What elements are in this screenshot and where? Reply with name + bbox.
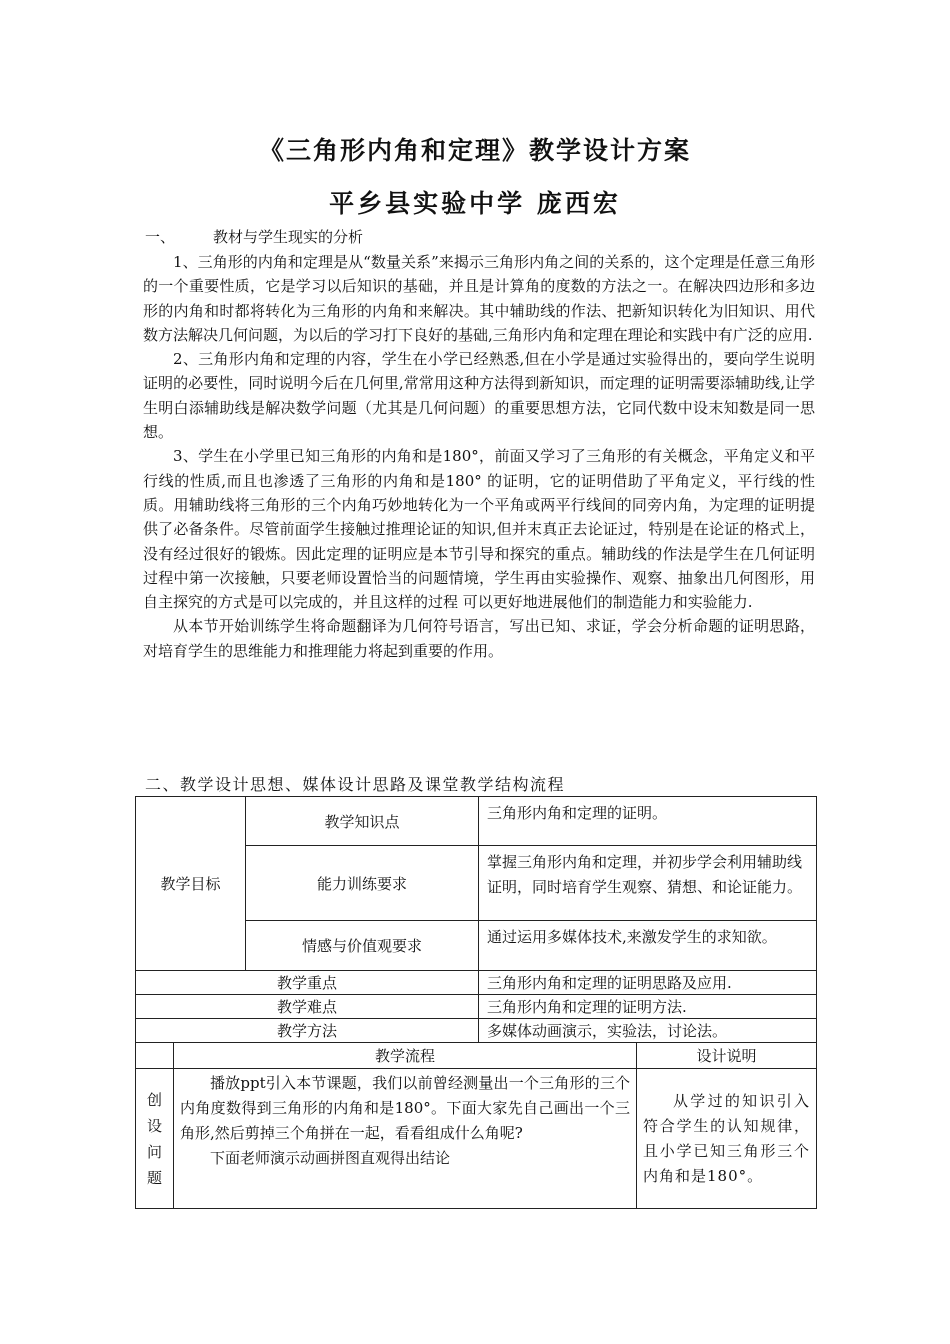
design-note [637, 1069, 817, 1209]
blank-cell [136, 1043, 174, 1069]
emotion-label: 情感与价值观要求 [246, 921, 479, 971]
key-label: 教学重点 [136, 971, 479, 995]
paragraph-3: 3、学生在小学里已知三角形的内角和是180°，前面又学习了三角形的有关概念，平角定义和平行线的性质,而且也渗透了三角形的内角和是180° 的证明，它的证明借助了平角定义，平行线的性质。用辅助线将三角形的三个内角巧妙地转化为一个平角或两平行线间的同旁内角，为定理的证明提供了必备条件。尽管前面学生接触过推理论证的知识,但并末真正去论证过，特别是在论证的格式上，没有经过很好的锻炼。因此定理的证明应是本节引导和探究的重点。辅助线的作法是学生在几何证明过程中第一次接触，只要老师设置恰当的问题情境，学生再由实验操作、观察、抽象出几何图形，用自主探究的方式是可以完成的，并且这样的过程 可以更好地进展他们的制造能力和实验能力. [143, 447, 815, 612]
difficulty-label: 教学难点 [136, 995, 479, 1019]
note-header: 设计说明 [637, 1043, 817, 1069]
stage-label [136, 1069, 174, 1209]
emotion-value: 通过运用多媒体技术,来激发学生的求知欲。 [479, 921, 817, 971]
paragraph-4: 从本节开始训练学生将命题翻译为几何符号语言，写出已知、求证，学会分析命题的证明思路，对培育学生的思维能力和推理能力将起到重要的作用。 [143, 617, 815, 660]
knowledge-value: 三角形内角和定理的证明。 [479, 797, 817, 846]
method-label: 教学方法 [136, 1019, 479, 1043]
paragraph-2: 2、三角形内角和定理的内容，学生在小学已经熟悉,但在小学是通过实验得出的，要向学生说明证明的必要性，同时说明今后在几何里,常常用这种方法得到新知识，而定理的证明需要添辅助线,让学生明白添辅助线是解决数学问题（尤其是几何问题）的重要思想方法，它同代数中设末知数是同一思想。 [143, 350, 815, 442]
section1-heading [145, 226, 363, 247]
section2-heading: 二、教学设计思想、媒体设计思路及课堂教学结构流程 [145, 775, 566, 794]
section1-number: 一、 [145, 228, 176, 246]
knowledge-label: 教学知识点 [246, 797, 479, 846]
flow-paragraph-1: 播放ppt引入本节课题，我们以前曾经测量出一个三角形的三个内角度数得到三角形的内角和是180°。下面大家先自己画出一个三角形,然后剪掉三个角拼在一起，看看组成什么角呢? [180, 1074, 631, 1142]
goals-label: 教学目标 [136, 797, 246, 971]
paragraph-1: 1、三角形的内角和定理是从“数量关系”来揭示三角形内角之间的关系的，这个定理是任意三角形的一个重要性质，它是学习以后知识的基础，并且是计算角的度数的方法之一。在解决四边形和多边形的内角和时都将转化为三角形的内角和来解决。其中辅助线的作法、把新知识转化为旧知识、用代数方法解决几何问题，为以后的学习打下良好的基础,三角形内角和定理在理论和实践中有广泛的应用. [143, 253, 815, 344]
difficulty-value: 三角形内角和定理的证明方法. [479, 995, 817, 1019]
ability-label: 能力训练要求 [246, 846, 479, 921]
design-note-text: 从学过的知识引入符合学生的认知规律，且小学已知三角形三个内角和是180°。 [643, 1091, 811, 1185]
flow-header: 教学流程 [174, 1043, 637, 1069]
method-value: 多媒体动画演示，实验法，讨论法。 [479, 1019, 817, 1043]
teaching-design-table [135, 796, 817, 1209]
section1-title: 教材与学生现实的分析 [213, 228, 364, 246]
document-title: 《三角形内角和定理》教学设计方案 [258, 136, 691, 165]
stage-label-text: 创设问题 [147, 1090, 163, 1187]
flow-content [174, 1069, 637, 1209]
key-value: 三角形内角和定理的证明思路及应用. [479, 971, 817, 995]
ability-value: 掌握三角形内角和定理，并初步学会利用辅助线证明，同时培育学生观察、猜想、和论证能力。 [479, 846, 817, 921]
document-subtitle: 平乡县实验中学 庞西宏 [329, 189, 621, 218]
section1-body [143, 250, 815, 663]
flow-paragraph-2: 下面老师演示动画拼图直观得出结论 [210, 1149, 451, 1167]
